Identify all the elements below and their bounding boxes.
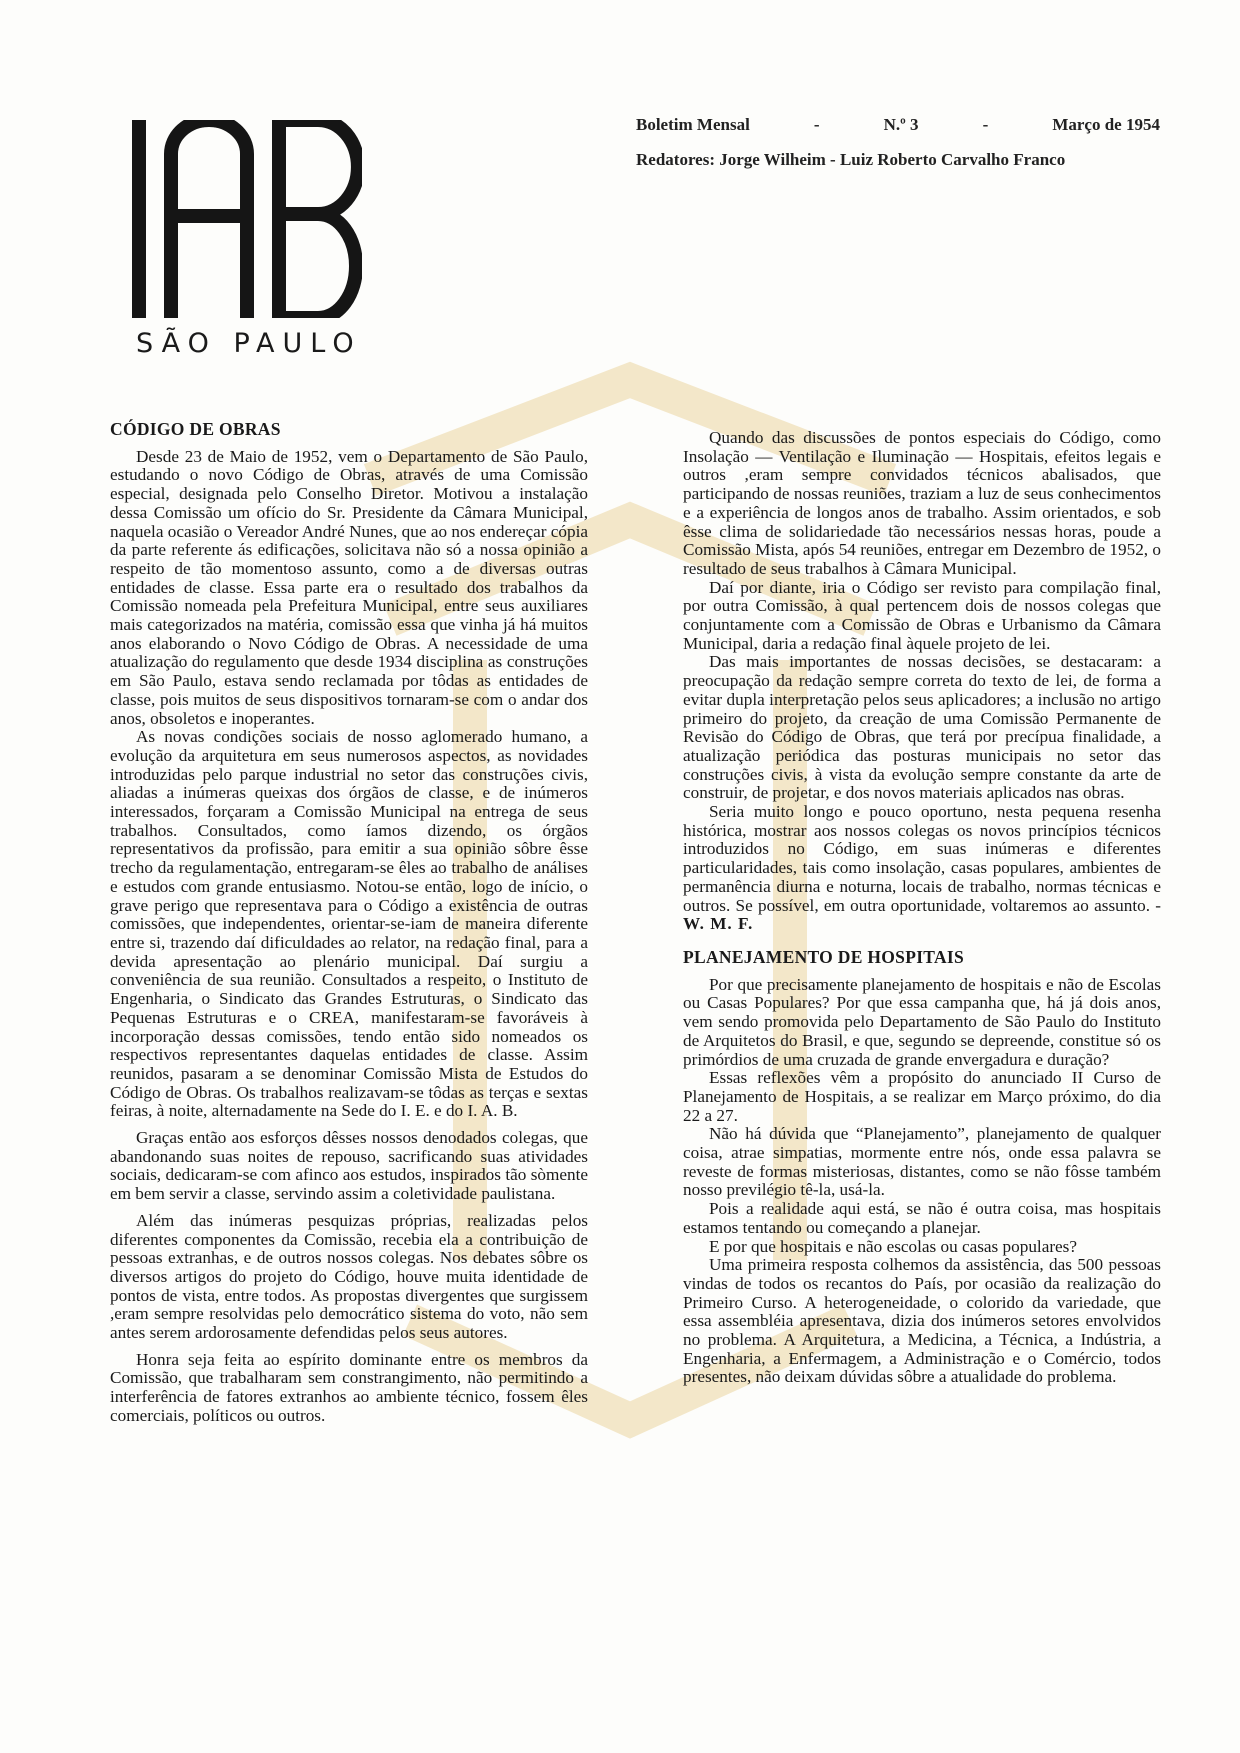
issue-date: Março de 1954 bbox=[1052, 115, 1160, 134]
paragraph: Além das inúmeras pesquizas próprias, realizadas pelos diferentes componentes da Comissão, recebia ela a contribuição de pessoas extranhas, e de outros nossos colegas. Nos debates sôbre os diversos artigos do projeto do Código, houve muita identidade de pontos de vista, entre todos. As propostas divergentes que surgissem ,eram sempre resolvidas pelo democrático sistema do voto, não sem antes serem ardorosamente defendidas pelos seus autores. bbox=[110, 1210, 588, 1343]
logo-letter-a bbox=[164, 120, 254, 318]
author-signature: W. M. F. bbox=[683, 914, 754, 934]
paragraph: Pois a realidade aqui está, se não é outra coisa, mas hospitais estamos tentando ou começando a planejar. bbox=[683, 1199, 1161, 1237]
paragraph: Não há dúvida que “Planejamento”, planejamento de qualquer coisa, atrae simpatias, mormente entre nós, onde essa palavra se reveste de formas misteriosas, distantes, como se não fôsse também nosso previlégio tê-la, usá-la. bbox=[683, 1124, 1161, 1200]
editors-line: Redatores: Jorge Wilheim - Luiz Roberto Carvalho Franco bbox=[636, 150, 1066, 169]
paragraph: Essas reflexões vêm a propósito do anunciado II Curso de Planejamento de Hospitais, a se realizar em Março próximo, do dia 22 a 27. bbox=[683, 1068, 1161, 1125]
logo-letter-b bbox=[272, 120, 362, 318]
logo-letter-i bbox=[132, 120, 146, 318]
masthead-issue-line bbox=[636, 113, 1160, 137]
paragraph: As novas condições sociais de nosso aglomerado humano, a evolução da arquitetura em seus numerosos aspectos, as novidades introduzidas pelo parque industrial no setor das construções civis, aliadas a inúmeras queixas dos órgãos de classe, e de inúmeros interessados, forçaram a Comissão Municipal na entrega de seus trabalhos. Consultados, como íamos dizendo, os órgãos representativos da profissão, para emitir a sua opinião sôbre êsse trecho da regulamentação, entregaram-se êles ao trabalho de análises e estudos com grande entusiasmo. Notou-se então, logo de início, o grave perigo que representava para o Código a existência de outras comissões, que independentes, orientar-se-iam de maneira diferente entre si, trazendo daí dificuldades ao relator, na redação final, para a devida apresentação ao plenário municipal. Daí surgiu a conveniência de sua reunião. Consultados a respeito, o Instituto de Engenharia, o Sindicato das Grandes Estruturas, o Sindicato das Pequenas Estruturas e o CREA, manifestaram-se favoráveis à incorporação dessas comissões, tendo então sido nomeados os respectivos representantes daquelas entidades de classe. Assim reunidos, pasaram a se denominar Comissão Mista de Estudos do Código de Obras. Os trabalhos realizavam-se tôdas as terças e sextas feiras, à noite, alternadamente na Sede do I. E. e do I. A. B. bbox=[110, 727, 588, 1121]
iab-logo bbox=[132, 120, 362, 318]
paragraph: Quando das discussões de pontos especiais do Código, como Insolação — Ventilação e Iluminação — Hospitais, efeitos legais e outros ,eram sempre convidados técnicos abalisados, que participando de nossas reuniões, traziam a luz de seus conhecimentos e a experiência de longos anos de trabalho. Assim orientados, e sob êsse clima de solidariedade tão necessários nessas horas, poude a Comissão Mista, após 54 reuniões, entregar em Dezembro de 1952, o resultado de seus trabalhos à Câmara Municipal. bbox=[683, 428, 1161, 578]
paragraph: Graças então aos esforços dêsses nossos denodados colegas, que abandonando suas noites de repouso, sacrificando suas atividades sociais, dedicaram-se com afinco aos estudos, inspirados tão sòmente em bem servir a classe, servindo assim a coletividade paulistana. bbox=[110, 1128, 588, 1204]
paragraph: Daí por diante, iria o Código ser revisto para compilação final, por outra Comissão, à qual pertencem dois de nossos colegas que conjuntamente com a Comissão de Obras e Urbanismo da Câmara Municipal, daria a redação final àquele projeto de lei. bbox=[683, 577, 1161, 653]
paragraph: Desde 23 de Maio de 1952, vem o Departamento de São Paulo, estudando o novo Código de Obras, através de uma Comissão especial, designada pelo Conselho Diretor. Motivou a instalação dessa Comissão um ofício do Sr. Presidente da Câmara Municipal, naquela ocasião o Vereador André Nunes, que ao nos endereçar cópia da parte referente ás edificações, solicitava não só a nossa opinião a respeito de tão momentoso assunto, como a de diversas outras entidades de classe. Essa parte era o resultado dos trabalhos da Comissão nomeada pela Prefeitura Municipal, entre seus auxiliares mais categorizados na matéria, comissão essa que vinha já há muitos anos elaborando o Novo Código de Obras. A necessidade de uma atualização do regulamento que desde 1934 disciplina as construções em São Paulo, estava sendo reclamada por tôdas as entidades de classe, pois muitos de seus dispositivos tornaram-se com o andar dos anos, obsoletos e inoperantes. bbox=[110, 446, 588, 728]
article-title-codigo-de-obras: CÓDIGO DE OBRAS bbox=[110, 419, 281, 439]
article-title-planejamento-de-hospitais: PLANEJAMENTO DE HOSPITAIS bbox=[683, 946, 965, 967]
masthead-separator: - bbox=[813, 115, 820, 134]
issue-number: N.º 3 bbox=[883, 115, 919, 134]
masthead bbox=[636, 113, 1160, 172]
column-left bbox=[110, 420, 588, 1426]
paragraph: Por que precisamente planejamento de hospitais e não de Escolas ou Casas Populares? Por que essa campanha que, há já dois anos, vem sendo promovida pelo Departamento de São Paulo do Instituto de Arquitetos do Brasil, e que, segundo se depreende, constitue só os primórdios de uma cruzada de grande envergadura e duração? bbox=[683, 974, 1161, 1069]
paragraph: Uma primeira resposta colhemos da assistência, das 500 pessoas vindas de todos os recantos do País, por ocasião da realização do Primeiro Curso. A heterogeneidade, o colorido da variedade, que essa assembléia apresentava, dizia dos inúmeros setores envolvidos no problema. A Arquitetura, a Medicina, a Técnica, a Indústria, a Engenharia, a Enfermagem, a Administração e o Comércio, todos presentes, não deixam dúvidas sôbre a atualidade do problema. bbox=[683, 1255, 1161, 1387]
paragraph-text: Seria muito longo e pouco oportuno, nesta pequena resenha histórica, mostrar aos nossos colegas os novos princípios técnicos introduzidos no Código, em suas inúmeras e diferentes particularidades, tais como insolação, casas populares, ambientes de permanência diurna e noturna, locais de trabalho, normas técnicas e outros. Se possível, em outra oportunidade, voltaremos ao assunto. bbox=[683, 802, 1161, 915]
paragraph: E por que hospitais e não escolas ou casas populares? bbox=[709, 1236, 1077, 1256]
bulletin-name: Boletim Mensal bbox=[636, 115, 750, 134]
column-right bbox=[683, 429, 1161, 1387]
paragraph: Honra seja feita ao espírito dominante entre os membros da Comissão, que trabalharam sem constrangimento, não permitindo a interferência de fatores extranhos ao ambiente técnico, fossem êles comerciais, políticos ou outros. bbox=[110, 1349, 588, 1425]
logo-city-name: SÃO PAULO bbox=[136, 328, 362, 359]
paragraph: Das mais importantes de nossas decisões, se destacaram: a preocupação da redação sempre correta do texto de lei, de forma a evitar dupla interpretação pelos seus aplicadores; a inclusão no artigo primeiro do projeto, da creação de uma Comissão Permanente de Revisão do Código de Obras, que terá por precípua finalidade, a atualização periódica das posturas municipais no setor das construções civis, à vista da evolução sempre constante da arte de construir, de projetar, e dos novos materiais aplicados nas obras. bbox=[683, 652, 1161, 803]
paragraph: Seria muito longo e pouco oportuno, nesta pequena resenha histórica, mostrar aos nossos colegas os novos princípios técnicos introduzidos no Código, em suas inúmeras e diferentes particularidades, tais como insolação, casas populares, ambientes de permanência diurna e noturna, locais de trabalho, normas técnicas e outros. Se possível, em outra oportunidade, voltaremos ao assunto. - W. M. F. bbox=[683, 802, 1161, 934]
masthead-separator: - bbox=[982, 115, 989, 134]
